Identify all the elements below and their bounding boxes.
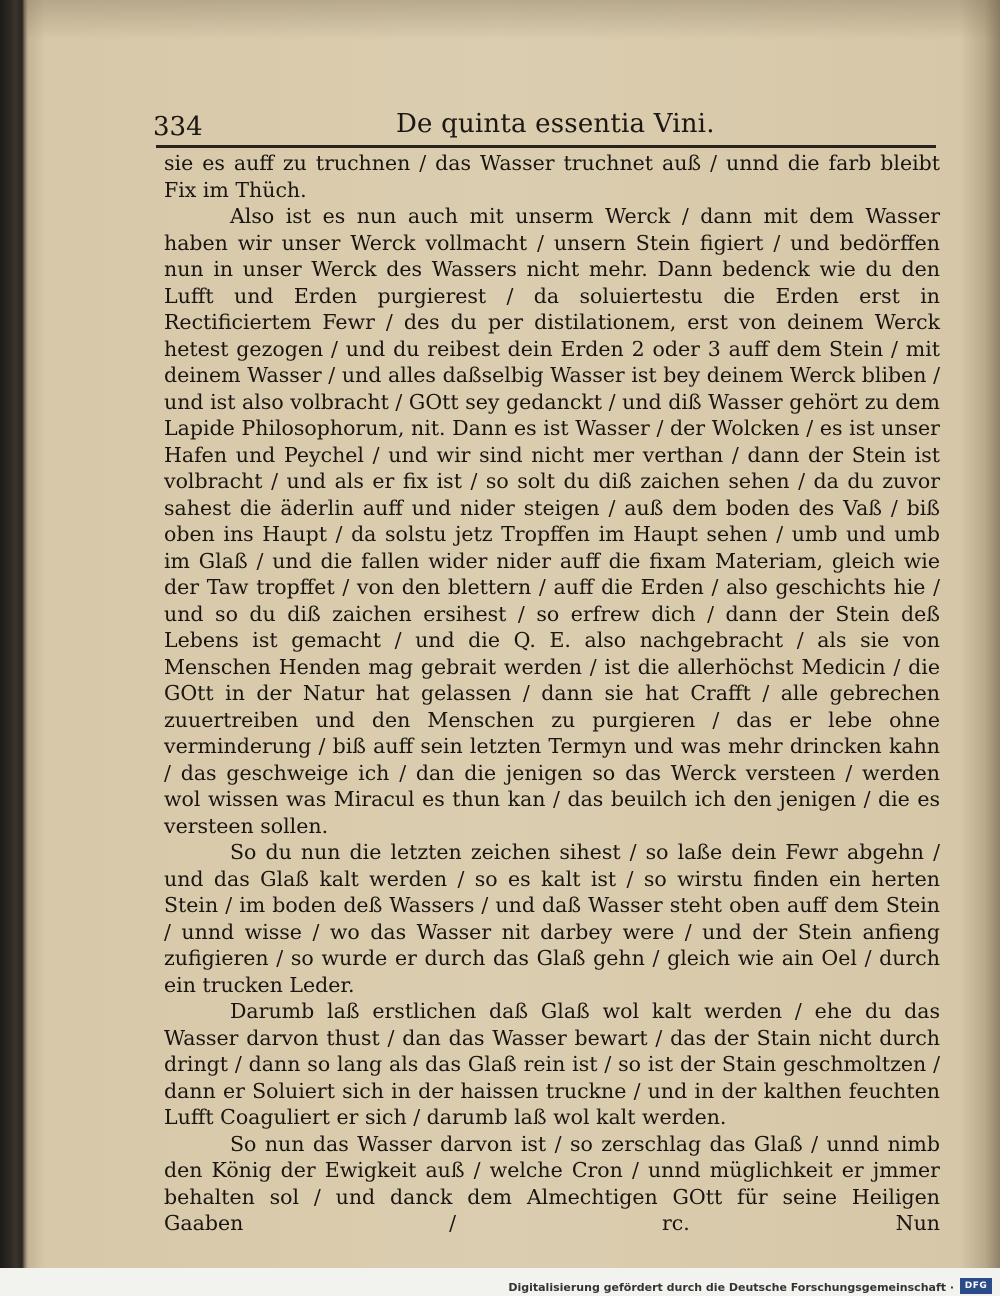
paragraph: So du nun die letzten zeichen sihest / so laße dein Fewr abgehn / und das Glaß kalt werden / so es kalt ist / so wirstu finden ein herten Stein / im boden deß Wassers / und daß Wasser steht oben auff dem Stein / unnd wisse / wo das Wasser nit darbey were / und der Stein anfieng zufigieren / so wurde er durch das Glaß gehn / gleich wie ain Oel / durch ein trucken Leder. [164, 840, 940, 997]
digitization-credit: Digitalisierung gefördert durch die Deutsche Forschungsgemeinschaft · [508, 1281, 954, 1294]
book-page [28, 0, 1000, 1268]
running-head: De quinta essentia Vini. [396, 109, 715, 139]
dfg-logo: DFG [960, 1278, 992, 1294]
paragraph: So nun das Wasser darvon ist / so zerschlag das Glaß / unnd nimb den König der Ewigkeit auß / welche Cron / unnd müglichkeit er jmmer behalten sol / und danck dem Almechtigen GOtt für seine Heiligen Gaaben / rc. Nun [164, 1131, 940, 1235]
page-number: 334 [153, 112, 203, 142]
header-rule [156, 145, 936, 148]
paragraph: Darumb laß erstlichen daß Glaß wol kalt werden / ehe du das Wasser darvon thust / dan das Wasser bewart / das der Stain nicht durch dringt / dann so lang als das Glaß rein ist / so ist der Stain geschmoltzen / dann er Soluiert sich in der haissen truckne / und in der kalthen feuchten Lufft Coaguliert er sich / darumb laß wol kalt werden. [164, 999, 940, 1129]
paragraph: Also ist es nun auch mit unserm Werck / dann mit dem Wasser haben wir unser Werck vollmacht / unsern Stein figiert / und bedörffen nun in unser Werck des Wassers nicht mehr. Dann bedenck wie du den Lufft und Erden purgierest / da soluiertestu die Erden erst in Rectificiertem Fewr / des du per distilationem, erst von deinem Werck hetest gezogen / und du reibest dein Erden 2 oder 3 auff dem Stein / mit deinem Wasser / und alles daßselbig Wasser ist bey deinem Werck bliben / und ist also volbracht / GOtt sey gedanckt / und diß Wasser gehört zu dem Lapide Philosophorum, nit. Dann es ist Wasser / der Wolcken / es ist unser Hafen und Peychel / und wir sind nicht mer verthan / dann der Stein ist volbracht / und als er fix ist / so solt du diß zaichen sehen / da du zuvor sahest die äderlin auff und nider steigen / auß dem boden des Vaß / biß oben ins Haupt / da solstu jetz Tropffen im Haupt sehen / umb und umb im Glaß / und die fallen wider nider auff die fixam Materiam, gleich wie der Taw tropffet / von den blettern / auff die Erden / also geschichts hie / und so du diß zaichen ersihest / so erfrew dich / dann der Stein deß Lebens ist gemacht / und die Q. E. also nachgebracht / als sie von Menschen Henden mag gebrait werden / ist die allerhöchst Medicin / die GOtt in der Natur hat gelassen / dann sie hat Crafft / alle gebrechen zuuertreiben und den Menschen zu purgieren / das er lebe ohne verminderung / biß auff sein letzten Termyn und was mehr drincken kahn / das geschweige ich / dan die jenigen so das Werck versteen / werden wol wissen was Miracul es thun kan / das beuilch ich den jenigen / die es versteen sollen. [164, 204, 940, 838]
body-text [164, 150, 940, 1237]
paragraph-continuation: sie es auff zu truchnen / das Wasser truchnet auß / unnd die farb bleibt Fix im Thüch. [164, 151, 940, 202]
